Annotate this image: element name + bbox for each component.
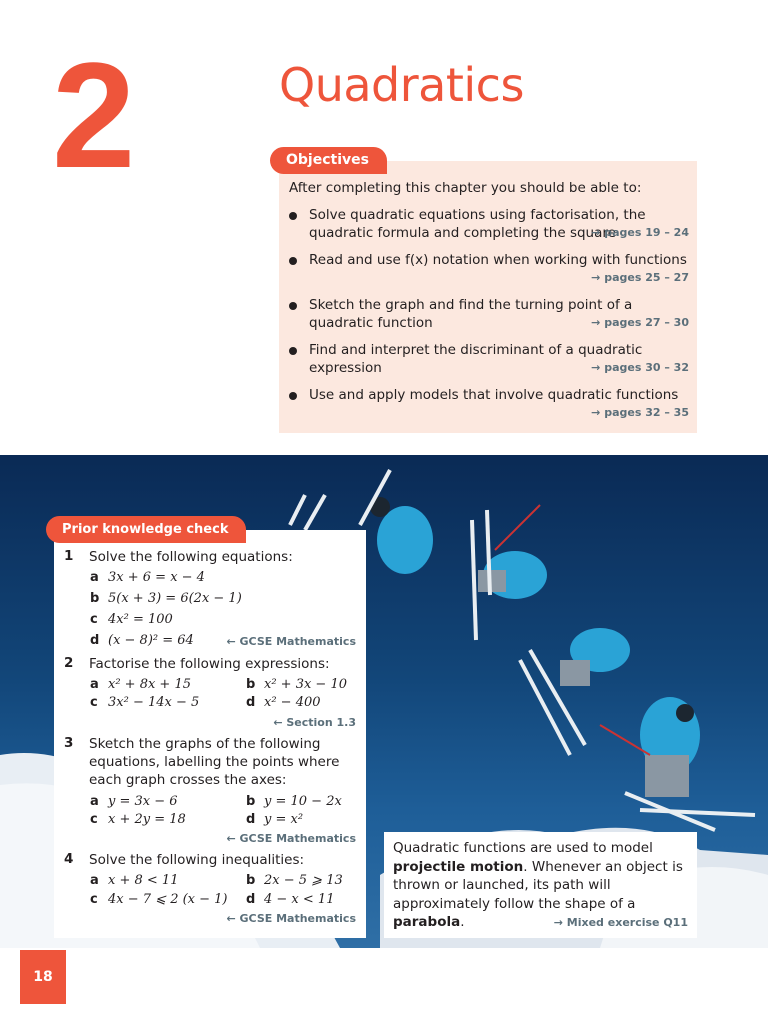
page-reference: → pages 27 – 30 <box>591 316 689 329</box>
skier-figure <box>520 628 630 755</box>
objectives-list <box>289 206 689 431</box>
bullet-icon <box>289 212 297 220</box>
question-part: c 4x − 7 ⩽ 2 (x − 1) <box>90 892 228 907</box>
question-part: c 4x² = 100 <box>90 612 173 627</box>
section-reference: ← GCSE Mathematics <box>226 912 356 925</box>
objective-item: Find and interpret the discriminant of a quadratic expression → pages 30 – 32 <box>289 341 689 386</box>
question-text: Factorise the following expressions: <box>89 656 330 672</box>
caption-text: Quadratic functions are used to model projectile motion. Whenever an object is thrown or launched, its path will approximately follow the shape of a parabola. <box>393 840 683 930</box>
question-text: Solve the following inequalities: <box>89 852 305 868</box>
question-part: b x² + 3x − 10 <box>246 677 348 692</box>
question-part: c x + 2y = 18 <box>90 812 186 827</box>
objective-item: Read and use f(x) notation when working with functions → pages 25 – 27 <box>289 251 689 296</box>
question-number: 2 <box>64 655 74 671</box>
page-reference: → pages 30 – 32 <box>591 361 689 374</box>
question-part: d 4 − x < 11 <box>246 892 335 907</box>
section-reference: ← GCSE Mathematics <box>226 832 356 845</box>
section-reference: ← Section 1.3 <box>273 716 356 729</box>
bullet-icon <box>289 257 297 265</box>
question-part: b 2x − 5 ⩾ 13 <box>246 873 343 888</box>
bullet-icon <box>289 347 297 355</box>
prior-knowledge-tab: Prior knowledge check <box>46 516 246 543</box>
prior-knowledge-panel <box>54 530 366 938</box>
caption-panel <box>384 832 697 938</box>
question-text: Sketch the graphs of the following equations, labelling the points where each graph crosses the axes: <box>89 736 340 788</box>
question-number: 4 <box>64 851 74 867</box>
objective-item: Sketch the graph and find the turning point of a quadratic function → pages 27 – 30 <box>289 296 689 341</box>
skier-figure <box>472 505 547 640</box>
question-part: b 5(x + 3) = 6(2x − 1) <box>90 591 242 606</box>
objective-item: Solve quadratic equations using factorisation, the quadratic formula and completing the square → pages 19 – 24 <box>289 206 689 251</box>
question-part: d (x − 8)² = 64 <box>90 633 194 648</box>
question-part: a x + 8 < 11 <box>90 873 179 888</box>
section-reference: ← GCSE Mathematics <box>226 635 356 648</box>
question-number: 3 <box>64 735 74 751</box>
objectives-tab: Objectives <box>270 147 387 174</box>
chapter-title: Quadratics <box>279 58 524 112</box>
objectives-panel <box>279 161 697 433</box>
question-part: a x² + 8x + 15 <box>90 677 192 692</box>
page-reference: → pages 19 – 24 <box>591 226 689 239</box>
objectives-intro: After completing this chapter you should be able to: <box>289 180 642 196</box>
page-reference: → pages 25 – 27 <box>591 271 689 284</box>
objective-item: Use and apply models that involve quadratic functions → pages 32 – 35 <box>289 386 689 431</box>
question-part: a 3x + 6 = x − 4 <box>90 570 205 585</box>
question-part: b y = 10 − 2x <box>246 794 342 809</box>
page-number: 18 <box>20 950 66 1004</box>
question-text: Solve the following equations: <box>89 549 293 565</box>
question-part: d x² − 400 <box>246 695 321 710</box>
question-part: c 3x² − 14x − 5 <box>90 695 200 710</box>
skier-figure <box>600 697 755 830</box>
question-part: d y = x² <box>246 812 304 827</box>
question-number: 1 <box>64 548 74 564</box>
bullet-icon <box>289 392 297 400</box>
page-reference: → pages 32 – 35 <box>591 406 689 419</box>
chapter-number: 2 <box>52 31 132 199</box>
bullet-icon <box>289 302 297 310</box>
question-part: a y = 3x − 6 <box>90 794 178 809</box>
exercise-reference: → Mixed exercise Q11 <box>553 916 688 929</box>
